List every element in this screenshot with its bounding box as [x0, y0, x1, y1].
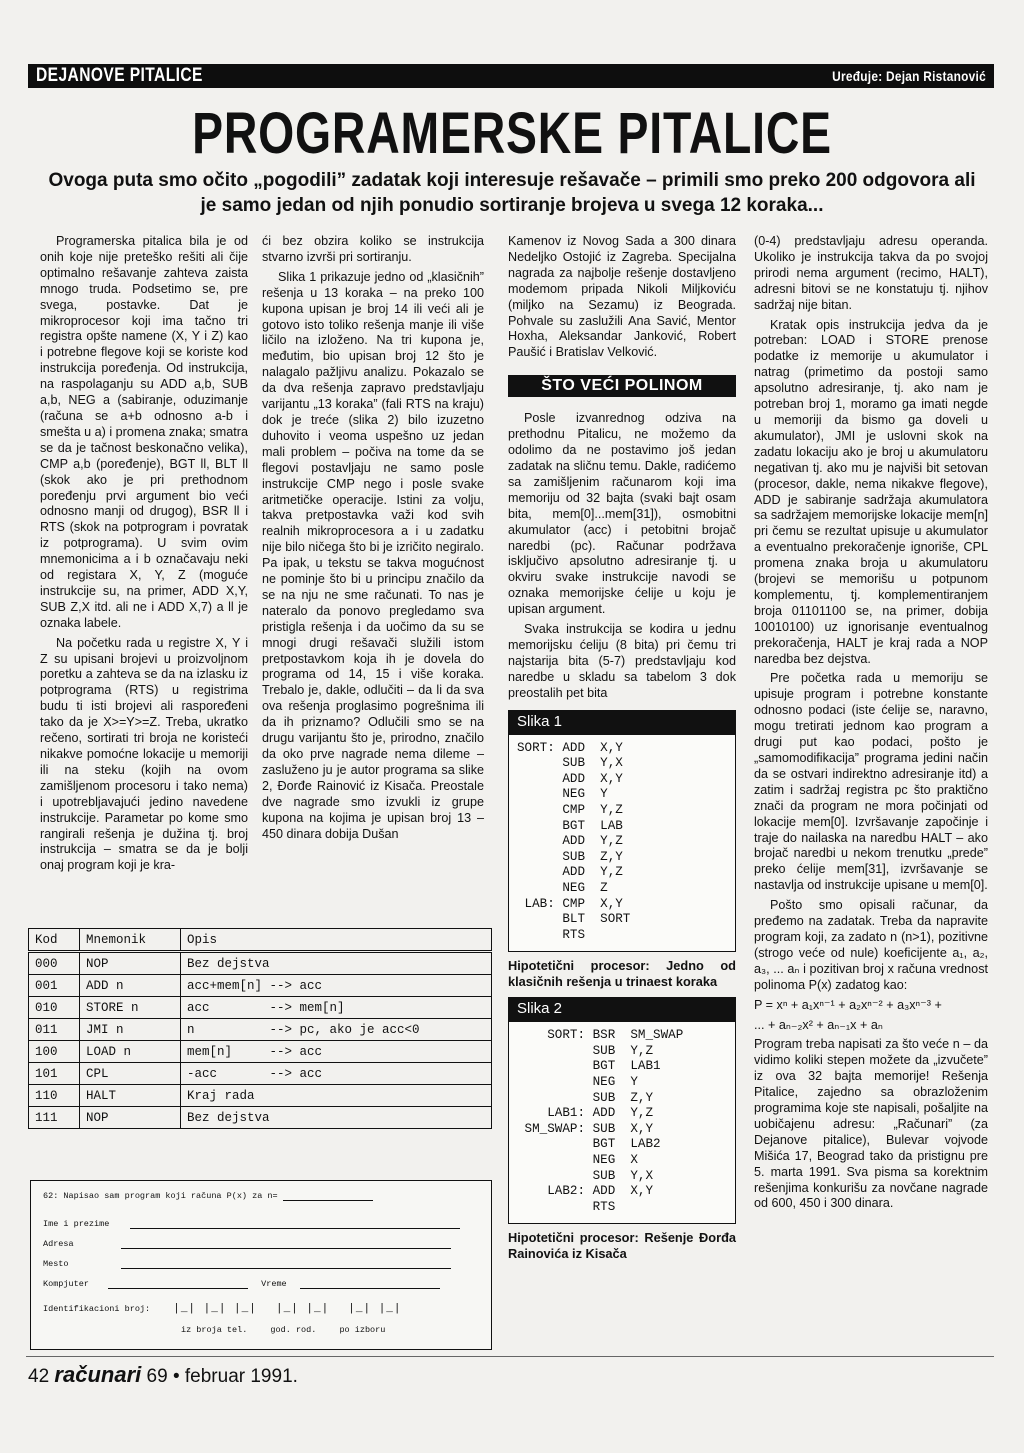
name-label: Ime i prezime: [43, 1219, 110, 1229]
figure-caption: Hipotetični procesor: Rešenje Đorđa Rainovića iz Kisača: [508, 1230, 736, 1261]
paragraph: (0-4) predstavljaju adresu operanda. Ukoliko je instrukcija takva da po svojoj prirodi nema argument (recimo, HALT), adresni bitovi se ne konstatuju tj. njihov sadržaj nije bitan.: [754, 234, 988, 312]
figure-label: Slika 2: [509, 998, 735, 1022]
table-row: [29, 1085, 492, 1107]
subheading: ŠTO VEĆI POLINOM: [508, 375, 736, 397]
entry-coupon: [30, 1180, 492, 1350]
time-label: Vreme: [261, 1279, 287, 1289]
cell-code: 010: [29, 997, 80, 1019]
id-label-choice: po izboru: [339, 1325, 386, 1335]
coupon-question: 62: Napisao sam program koji računa P(x) za n=: [43, 1191, 278, 1201]
column-2: [262, 234, 484, 846]
header-cell: Kod: [29, 929, 80, 952]
cell-description: acc+mem[n] --> acc: [181, 975, 492, 997]
paragraph: ći bez obzira koliko se instrukcija stvarno izvrši pri sortiranju.: [262, 234, 484, 264]
figure-slika-1: [508, 710, 736, 953]
paragraph: Na početku rada u registre X, Y i Z su upisani brojevi u proizvoljnom poretku a zahteva se da na izlasku iz potprograma (RTS) u registrima budu ti isti brojevi ali raspoređeni tako da je X>=Y>=Z. Treba, ukratko rečeno, sortirati tri broja ne koristeći nikakve pomoćne lokacije u memoriji ili na steku (kojih na ovom zamišljenom procesoru i tako nema) i upotrebljavajući jedino navedene instrukcije. Parametar po kome smo rangirali rešenja je dužina tj. broj instrukcija – smatra se da je bolji onaj program koji je kra-: [40, 635, 248, 873]
cell-mnemonic: CPL: [80, 1063, 181, 1085]
editor-credit: Uređuje: Dejan Ristanović: [832, 68, 986, 84]
id-boxes-choice[interactable]: |_| |_|: [348, 1303, 402, 1315]
cell-code: 001: [29, 975, 80, 997]
opcode-table: [28, 928, 492, 1129]
table-row: [29, 1041, 492, 1063]
cell-description: mem[n] --> acc: [181, 1041, 492, 1063]
coupon-question-row: [43, 1191, 373, 1201]
table-header-row: [29, 929, 492, 952]
cell-code: 100: [29, 1041, 80, 1063]
paragraph: Pošto smo opisali računar, da pređemo na zadatak. Treba da napravite program koji, za zadato n (n>1), pozitivne (strogo veće od nule) koeficijente a₁, a₂, a₃, ... aₙ i pozitivan broj x računa vrednost polinoma P(x) zadatog kao:: [754, 898, 988, 992]
id-label: Identifikacioni broj:: [43, 1304, 151, 1314]
table-row: [29, 1107, 492, 1129]
cell-mnemonic: HALT: [80, 1085, 181, 1107]
page-footer: [28, 1362, 298, 1388]
formula-line: ... + aₙ₋₂x² + aₙ₋₁x + aₙ: [754, 1017, 883, 1032]
cell-description: Bez dejstva: [181, 952, 492, 975]
code-listing: SORT: ADD X,Y SUB Y,X ADD X,Y NEG Y CMP Y,Z BGT LAB ADD Y,Z SUB Z,Y ADD Y,Z NEG Z LAB: CMP X,Y BLT SORT RTS: [517, 740, 631, 942]
cell-mnemonic: ADD n: [80, 975, 181, 997]
article-lead: Ovoga puta smo očito „pogodili” zadatak koji interesuje rešavače – primili smo preko 200 odgovora ali je samo jedan od njih ponudio sortiranje brojeva u svega 12 koraka...: [48, 170, 976, 216]
paragraph: Pre početka rada u memoriju se upisuje program i potrebne konstante odnosno podaci (iste ćelije se, naravno, mogu tretirati jednom kao program a drugi put kao podaci, pošto je „samomodifikacija” programa jedini način da se ostvari indirektno adresiranje itd) a zatim i sadržaj registra pc što praktično znači da program ne mora počinjati od lokacije mem[0]. Izvršavanje započinje i traje do nailaska na naredbu HALT – ako brojač naredbi u nekom trenutku „prede” preko ćelije mem[31], izvršavanje se nastavlja od instrukcije upisane u mem[0].: [754, 671, 988, 893]
section-bar: [28, 64, 994, 88]
figure-label: Slika 1: [509, 711, 735, 735]
bullet-icon: •: [172, 1366, 180, 1387]
cell-mnemonic: LOAD n: [80, 1041, 181, 1063]
paragraph: Kamenov iz Novog Sada a 300 dinara Nedeljko Ostojić iz Zagreba. Specijalna nagrada za najbolje rešenje dostavljeno modemom pripada Nikoli Miljkoviću (miljko na Sezamu) iz Beograda. Pohvale su zaslužili Ana Savić, Mentor Hoxha, Aleksandar Janković, Robert Paušić i Bratislav Velković.: [508, 234, 736, 360]
cell-description: acc --> mem[n]: [181, 997, 492, 1019]
city-label: Mesto: [43, 1259, 69, 1269]
formula-line: P = xⁿ + a₁xⁿ⁻¹ + a₂xⁿ⁻² + a₃xⁿ⁻³ +: [754, 997, 942, 1012]
page-number: 42: [28, 1366, 50, 1387]
paragraph: Posle izvanrednog odziva na prethodnu Pitalicu, ne možemo da odolimo da ne postavimo još jedan zadatak na sličnu temu. Dakle, radićemo sa zamišljenim računarom koji ima memoriju od 32 bajta (svaki bajt osam bita, mem[0]...mem[31]), osmobitni akumulator (acc) i petobitni brojač naredbi (pc). Računar podržava isključivo apsolutno adresiranje tj. u okviru svake instrukcije navodi se oznaka memorijske ćelije u koju je upisan argument.: [508, 411, 736, 617]
paragraph: Kratak opis instrukcija jedva da je potreban: LOAD i STORE prenose podatke iz memorije u akumulator i natrag (primetimo da postoji samo apsolutno adresiranje, tj. ako nam je potreban broj 1, moramo ga imati negde u memoriji da bismo ga doveli u akumulator), JMI je uslovni skok na zadatu lokaciju ako je broj u akumulatoru negativan tj. ako mu je najviši bit setovan (procesor, dakle, nema nikakve flegove), ADD je sabiranje sadržaja akumulatora sa sadržajem memorijske lokacije mem[n] pri čemu se rezultat upisuje u akumulator a eventualno prekoračenje ignoriše, CPL promena znaka broja u akumulatoru (brojevi se memorišu u potpunom komplementu, tj. komplementiranjem broja 01101100 se, na primer, dobija 10010100) uz ignorisanje eventualnog prekoračenja, HALT je kraj rada a NOP naredba bez dejstva.: [754, 317, 988, 666]
coupon-computer-row: [43, 1279, 440, 1289]
figure-caption: Hipotetični procesor: Jedno od klasičnih rešenja u trinaest koraka: [508, 958, 736, 989]
cell-mnemonic: NOP: [80, 1107, 181, 1129]
table-row: [29, 997, 492, 1019]
cell-description: Bez dejstva: [181, 1107, 492, 1129]
header-cell: Opis: [181, 929, 492, 952]
id-boxes-phone[interactable]: |_| |_| |_|: [173, 1303, 257, 1315]
issue-number: 69: [146, 1366, 168, 1387]
cell-mnemonic: NOP: [80, 952, 181, 975]
cell-code: 011: [29, 1019, 80, 1041]
header-cell: Mnemonik: [80, 929, 181, 952]
answer-field[interactable]: [283, 1191, 373, 1201]
id-label-phone: iz broja tel.: [181, 1325, 248, 1335]
paragraph: Svaka instrukcija se kodira u jednu memorijsku ćeliju (8 bita) pri čemu tri najstarija bita (5-7) predstavljaju kod naredbe u skladu sa tabelom 3 dok preostalih pet bita: [508, 622, 736, 700]
coupon-id-row: [43, 1303, 402, 1315]
paragraph: Program treba napisati za što veće n – da vidimo koliki stepen možete da „izvučete” iz ova 32 bajta memorije! Rešenja Pitalice, zajedno sa obrazloženim programima koje ste napisali, pošaljite na uobičajenu adresu: „Računari” (za Dejanove pitalice), Bulevar vojvode Mišića 17, Beograd tako da pristignu pre 5. marta 1991. Sva pisma sa korektnim rešenjima konkurišu za novčane nagrade od 600, 450 i 300 dinara.: [754, 1037, 988, 1211]
cell-description: -acc --> acc: [181, 1063, 492, 1085]
code-listing: SORT: BSR SM_SWAP SUB Y,Z BGT LAB1 NEG Y SUB Z,Y LAB1: ADD Y,Z SM_SWAP: SUB X,Y BGT LAB2 NEG X SUB Y,X LAB2: ADD X,Y RTS: [524, 1028, 684, 1214]
coupon-name-row: [43, 1219, 460, 1229]
table-row: [29, 1019, 492, 1041]
table-row: [29, 952, 492, 975]
coupon-address-row: [43, 1239, 451, 1249]
city-field[interactable]: [121, 1259, 451, 1269]
address-label: Adresa: [43, 1239, 74, 1249]
table-row: [29, 975, 492, 997]
paragraph: Programerska pitalica bila je od onih koje nije preteško rešiti ali čije optimalno rešavanje zahteva zaista mnogo truda. Podsetimo se, pre svega, postavke. Dat je mikroprocesor koji ima tačno tri registra opšte namene (X, Y i Z) kao i potrebne flegove koji se koriste kod instrukcija poređenja. Od instrukcija, na raspolaganju su ADD a,b, SUB a,b, NEG a (sabiranje, oduzimanje (računa se a+b odnosno a-b i smešta u a) i promena znaka; smatra se da je tačnost beskonačno velika), CMP a,b (poređenje), BGT ll, BLT ll (skok ako je pri prethodnom poređenju prvi argument bio veći odnosno manji od drugog), BSR ll i RTS (skok na potprogram i povratak iz potprograma). U svim ovim mnemonicima a i b označavaju neki od registara X, Y, Z (moguće instrukcije su, na primer, ADD X,Y, SUB Z,X itd. ali ne i ADD X,7) a ll je oznaka labele.: [40, 234, 248, 630]
issue-date: februar 1991.: [184, 1366, 298, 1387]
table-row: [29, 1063, 492, 1085]
coupon-id-labels: [181, 1325, 385, 1335]
address-field[interactable]: [121, 1239, 451, 1249]
coupon-city-row: [43, 1259, 451, 1269]
footer-rule: [26, 1356, 994, 1357]
cell-code: 101: [29, 1063, 80, 1085]
time-field[interactable]: [300, 1279, 440, 1289]
id-boxes-year[interactable]: |_| |_|: [275, 1303, 330, 1315]
magazine-logo: računari: [54, 1362, 142, 1387]
figure-slika-2: [508, 997, 736, 1224]
paragraph: Slika 1 prikazuje jedno od „klasičnih” rešenja u 13 koraka – na preko 100 kupona upisan je broj 14 ili veći ali je gotovo isto toliko rešenja manje ili više ličilo na izloženo. Na tri kupona je, međutim, bio upisan broj 12 što je nalagalo pažljivu analizu. Pokazalo se da dva rešenja zapravo predstavljaju varijantu „13 koraka” (fali RTS na kraju) dok je treće (slika 2) bilo izuzetno duhovito i veoma uspešno uz jedan mali problem – počiva na tome da se flegovi postavljaju ne samo posle instrukcije CMP nego i posle svake aritmetičke operacije. Istini za volju, takva pretpostavka važi kod svih realnih mikroprocesora a i u zadatku nije bilo ničega što bi je izričito negiralo. Pa ipak, u tekstu se takva mogućnost ne pominje što bi u principu značilo da se na nju ne sme računati. To nas je nateralo da ponovo pregledamo sva pristigla rešenja i da uočimo da su se mnogi drugi rešavači služili istom pretpostavkom koja ih je dovela do programa od 14, 15 i više koraka. Trebalo je, dakle, odlučiti – da li da sva ova rešenja proglasimo pogrešnima ili da ih priznamo? Odlučili smo se na drugu varijantu što je, prirodno, značilo da oko prve nagrade nema dileme – zasluženo ju je autor programa sa slike 2, Đorđe Rainović iz Kisača. Preostale dve nagrade smo izvukli iz grupe kupona na kojima je upisan broj 13 – 450 dinara dobija Dušan: [262, 269, 484, 841]
computer-field[interactable]: [108, 1279, 248, 1289]
cell-mnemonic: JMI n: [80, 1019, 181, 1041]
section-title: DEJANOVE PITALICE: [36, 65, 203, 86]
cell-code: 000: [29, 952, 80, 975]
computer-label: Kompjuter: [43, 1279, 89, 1289]
column-3: [508, 234, 736, 1267]
id-label-year: god. rod.: [270, 1325, 317, 1335]
name-field[interactable]: [130, 1219, 460, 1229]
cell-code: 110: [29, 1085, 80, 1107]
cell-mnemonic: STORE n: [80, 997, 181, 1019]
article-title: PROGRAMERSKE PITALICE: [192, 101, 832, 166]
cell-code: 111: [29, 1107, 80, 1129]
column-1: [40, 234, 248, 878]
column-4: [754, 234, 988, 1216]
cell-description: Kraj rada: [181, 1085, 492, 1107]
cell-description: n --> pc, ako je acc<0: [181, 1019, 492, 1041]
